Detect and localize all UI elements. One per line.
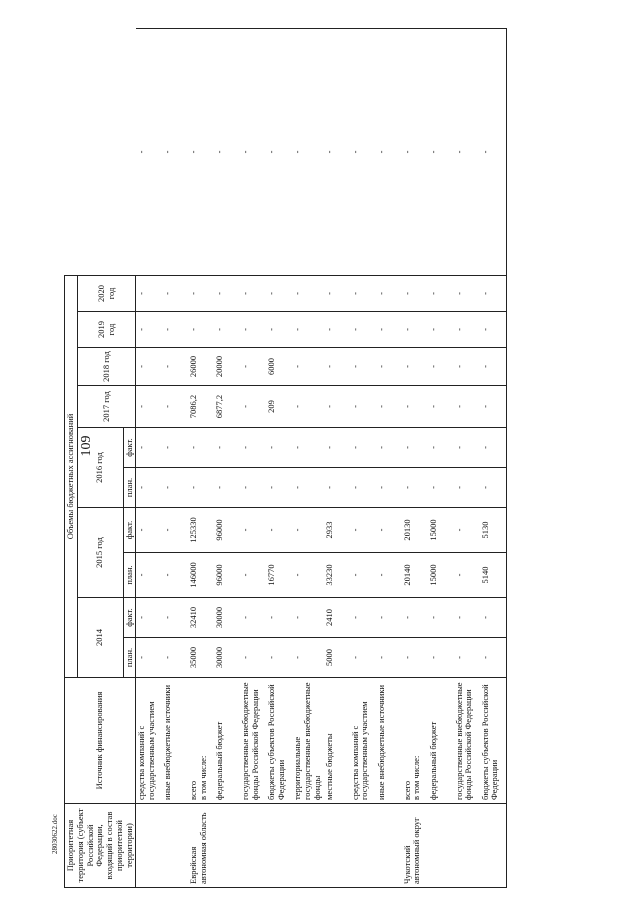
value-cell: - (162, 29, 188, 276)
table-body (136, 29, 506, 888)
territory-cell (292, 804, 323, 888)
value-cell: 30000 (214, 598, 240, 638)
value-cell: - (136, 638, 163, 678)
value-cell: 5130 (480, 508, 507, 553)
value-cell: 96000 (214, 553, 240, 598)
value-cell: - (480, 638, 507, 678)
value-cell: - (292, 312, 323, 348)
value-cell: - (428, 29, 454, 276)
value-cell: 6877,2 (214, 386, 240, 428)
value-cell: - (136, 598, 163, 638)
territory-cell (350, 804, 376, 888)
value-cell: 15000 (428, 553, 454, 598)
source-cell: территориальные государственные внебюджетные фонды (292, 678, 323, 804)
value-cell: - (292, 29, 323, 276)
value-cell: - (376, 638, 402, 678)
value-cell: - (136, 312, 163, 348)
territory-cell: Еврейская автономная область (188, 804, 214, 888)
header-year-2014: 2014 (77, 598, 123, 678)
header-year-2018: 2018 год (77, 348, 136, 386)
value-cell: 33230 (324, 553, 350, 598)
value-cell: - (428, 638, 454, 678)
value-cell: - (266, 312, 292, 348)
value-cell: - (266, 428, 292, 468)
value-cell: - (266, 638, 292, 678)
value-cell: - (266, 508, 292, 553)
territory-cell (376, 804, 402, 888)
value-cell: - (324, 386, 350, 428)
document-id: 28030622.doc (51, 814, 59, 854)
value-cell: - (454, 508, 480, 553)
value-cell: - (350, 553, 376, 598)
value-cell: - (376, 468, 402, 508)
value-cell: 209 (266, 386, 292, 428)
value-cell: - (136, 428, 163, 468)
value-cell: - (350, 508, 376, 553)
header-year-2016: 2016 год (77, 428, 123, 508)
value-cell: - (324, 468, 350, 508)
value-cell: 7086,2 (188, 386, 214, 428)
value-cell: 5000 (324, 638, 350, 678)
value-cell: - (350, 312, 376, 348)
source-cell: федеральный бюджет (214, 678, 240, 804)
value-cell: - (240, 508, 266, 553)
value-cell: - (240, 428, 266, 468)
value-cell: - (350, 638, 376, 678)
territory-cell: Чукотский автономный округ (402, 804, 428, 888)
value-cell: - (136, 29, 163, 276)
value-cell: - (292, 428, 323, 468)
value-cell: - (402, 428, 428, 468)
value-cell: - (162, 638, 188, 678)
header-fact-2014: факт. (123, 598, 136, 638)
header-plan-2014: план. (123, 638, 136, 678)
value-cell: 125330 (188, 508, 214, 553)
value-cell: - (376, 598, 402, 638)
value-cell: - (162, 598, 188, 638)
value-cell: - (454, 275, 480, 311)
value-cell: - (454, 29, 480, 276)
source-cell: средства компаний с государственным участием (136, 678, 163, 804)
value-cell: - (240, 638, 266, 678)
value-cell: - (480, 386, 507, 428)
value-cell: - (454, 386, 480, 428)
value-cell: - (350, 598, 376, 638)
header-plan-2016: план. (123, 468, 136, 508)
value-cell: - (240, 312, 266, 348)
value-cell: - (376, 29, 402, 276)
value-cell: - (240, 275, 266, 311)
table-row (188, 29, 214, 888)
table-row (214, 29, 240, 888)
value-cell: - (428, 348, 454, 386)
value-cell: - (240, 553, 266, 598)
value-cell: - (188, 428, 214, 468)
value-cell: - (350, 348, 376, 386)
value-cell: - (402, 638, 428, 678)
value-cell: - (188, 468, 214, 508)
value-cell: 146000 (188, 553, 214, 598)
value-cell: - (480, 312, 507, 348)
source-cell: всего в том числе: (188, 678, 214, 804)
header-year-2017: 2017 год (77, 386, 136, 428)
value-cell: - (480, 598, 507, 638)
page-number: 109 (79, 435, 94, 457)
value-cell: 20000 (214, 348, 240, 386)
value-cell: - (162, 468, 188, 508)
table-row (292, 29, 323, 888)
table-row (428, 29, 454, 888)
value-cell: - (428, 598, 454, 638)
value-cell: - (214, 29, 240, 276)
value-cell: - (188, 29, 214, 276)
value-cell: - (350, 428, 376, 468)
value-cell: - (240, 29, 266, 276)
value-cell: - (292, 468, 323, 508)
value-cell: - (240, 348, 266, 386)
value-cell: 20140 (402, 553, 428, 598)
value-cell: 15000 (428, 508, 454, 553)
header-year-2015: 2015 год (77, 508, 123, 598)
value-cell: - (240, 386, 266, 428)
budget-table-container (64, 28, 634, 888)
value-cell: - (266, 468, 292, 508)
header-plan-2015: план. (123, 553, 136, 598)
value-cell: - (454, 638, 480, 678)
value-cell: - (266, 275, 292, 311)
value-cell: - (162, 553, 188, 598)
value-cell: - (292, 553, 323, 598)
source-cell: всего в том числе: (402, 678, 428, 804)
value-cell: - (136, 275, 163, 311)
value-cell: - (324, 275, 350, 311)
value-cell: - (136, 386, 163, 428)
value-cell: 5140 (480, 553, 507, 598)
header-year-2019: 2019 год (77, 312, 136, 348)
value-cell: - (292, 275, 323, 311)
value-cell: 20130 (402, 508, 428, 553)
value-cell: - (214, 428, 240, 468)
value-cell: - (402, 348, 428, 386)
source-cell: бюджеты субъектов Российской Федерации (480, 678, 507, 804)
value-cell: - (454, 312, 480, 348)
value-cell: 26000 (188, 348, 214, 386)
value-cell: - (376, 428, 402, 468)
territory-cell (480, 804, 507, 888)
value-cell: 2933 (324, 508, 350, 553)
territory-cell (162, 804, 188, 888)
value-cell: - (324, 29, 350, 276)
table-row (136, 29, 163, 888)
source-cell: государственные внебюджетные фонды Российской Федерации (240, 678, 266, 804)
value-cell: - (136, 553, 163, 598)
value-cell: - (480, 275, 507, 311)
table-row (324, 29, 350, 888)
value-cell: 30000 (214, 638, 240, 678)
value-cell: - (162, 275, 188, 311)
territory-cell (428, 804, 454, 888)
territory-cell (136, 804, 163, 888)
source-cell: местные бюджеты (324, 678, 350, 804)
value-cell: - (454, 428, 480, 468)
value-cell: - (376, 553, 402, 598)
value-cell: 6000 (266, 348, 292, 386)
value-cell: - (266, 598, 292, 638)
source-cell: бюджеты субъектов Российской Федерации (266, 678, 292, 804)
value-cell: - (162, 386, 188, 428)
value-cell: - (136, 468, 163, 508)
value-cell: - (454, 598, 480, 638)
value-cell: - (454, 553, 480, 598)
value-cell: - (376, 312, 402, 348)
table-row (402, 29, 428, 888)
value-cell: - (136, 508, 163, 553)
value-cell: - (402, 29, 428, 276)
value-cell: - (428, 312, 454, 348)
value-cell: - (292, 386, 323, 428)
value-cell: - (214, 275, 240, 311)
value-cell: - (240, 598, 266, 638)
value-cell: - (324, 348, 350, 386)
value-cell: - (428, 428, 454, 468)
table-row (480, 29, 507, 888)
value-cell: - (428, 386, 454, 428)
value-cell: - (292, 598, 323, 638)
source-cell: федеральный бюджет (428, 678, 454, 804)
value-cell: - (454, 468, 480, 508)
value-cell: - (376, 508, 402, 553)
header-volumes: Объемы бюджетных ассигнований (65, 275, 78, 677)
source-cell: иные внебюджетные источники (162, 678, 188, 804)
value-cell: 16770 (266, 553, 292, 598)
value-cell: - (350, 468, 376, 508)
value-cell: - (324, 312, 350, 348)
value-cell: - (240, 468, 266, 508)
value-cell: - (402, 275, 428, 311)
value-cell: - (266, 29, 292, 276)
value-cell: - (402, 386, 428, 428)
value-cell: - (214, 468, 240, 508)
value-cell: - (292, 508, 323, 553)
table-row (162, 29, 188, 888)
header-year-2020: 2020 год (77, 275, 136, 311)
value-cell: - (402, 468, 428, 508)
value-cell: - (350, 29, 376, 276)
value-cell: - (428, 275, 454, 311)
value-cell: - (162, 508, 188, 553)
value-cell: - (376, 386, 402, 428)
value-cell: - (480, 348, 507, 386)
value-cell: - (162, 312, 188, 348)
value-cell: - (376, 275, 402, 311)
table-row (454, 29, 480, 888)
value-cell: - (292, 638, 323, 678)
territory-cell (266, 804, 292, 888)
header-territory: Приоритетная территория (субъект Российской Федерации, входящий в состав приоритетной территории) (65, 804, 136, 888)
value-cell: - (162, 348, 188, 386)
table-row (350, 29, 376, 888)
header-fact-2016: факт. (123, 428, 136, 468)
budget-allocation-table (64, 28, 507, 888)
value-cell: - (350, 386, 376, 428)
value-cell: - (350, 275, 376, 311)
table-row (266, 29, 292, 888)
territory-cell (214, 804, 240, 888)
territory-cell (454, 804, 480, 888)
value-cell: 96000 (214, 508, 240, 553)
source-cell: иные внебюджетные источники (376, 678, 402, 804)
value-cell: - (136, 348, 163, 386)
value-cell: 2410 (324, 598, 350, 638)
value-cell: - (480, 468, 507, 508)
value-cell: - (454, 348, 480, 386)
header-fact-2015: факт. (123, 508, 136, 553)
territory-cell (324, 804, 350, 888)
value-cell: - (188, 275, 214, 311)
value-cell: - (292, 348, 323, 386)
value-cell: - (428, 468, 454, 508)
value-cell: - (376, 348, 402, 386)
value-cell: - (402, 598, 428, 638)
value-cell: - (402, 312, 428, 348)
value-cell: - (480, 29, 507, 276)
value-cell: - (324, 428, 350, 468)
territory-cell (240, 804, 266, 888)
value-cell: - (214, 312, 240, 348)
source-cell: средства компаний с государственным участием (350, 678, 376, 804)
table-row (240, 29, 266, 888)
value-cell: - (188, 312, 214, 348)
value-cell: 32410 (188, 598, 214, 638)
value-cell: - (162, 428, 188, 468)
value-cell: - (480, 428, 507, 468)
source-cell: государственные внебюджетные фонды Российской Федерации (454, 678, 480, 804)
value-cell: 35000 (188, 638, 214, 678)
table-row (376, 29, 402, 888)
header-source: Источник финансирования (65, 678, 136, 804)
